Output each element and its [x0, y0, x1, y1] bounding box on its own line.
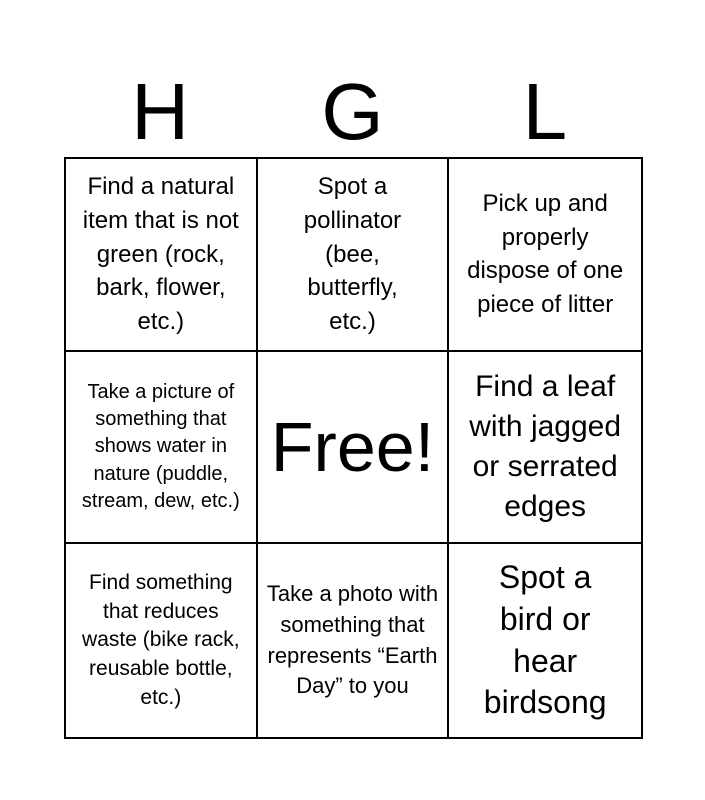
bingo-grid [64, 157, 643, 739]
bingo-cell-text: Find a natural item that is not green (rock, bark, flower, etc.) [82, 173, 239, 335]
bingo-cell-text: Spot a pollinator (bee, butterfly, etc.) [303, 173, 402, 335]
free-space-label: Free! [270, 407, 435, 486]
bingo-cell-r1c2[interactable] [258, 159, 450, 352]
bingo-cell-r3c3[interactable] [449, 544, 641, 737]
bingo-cell-r1c1[interactable] [66, 159, 258, 352]
bingo-cell-free[interactable] [258, 352, 450, 545]
bingo-cell-text: Find a leaf with jagged or serrated edges [469, 370, 622, 523]
bingo-cell-text: Spot a bird or hear birdsong [483, 559, 607, 721]
bingo-cell-r3c2[interactable] [258, 544, 450, 737]
bingo-header [64, 68, 641, 156]
bingo-cell-r3c1[interactable] [66, 544, 258, 737]
header-letter-h: H [131, 67, 190, 156]
bingo-cell-text: Pick up and properly dispose of one piece of litter [467, 190, 624, 318]
bingo-cell-r2c1[interactable] [66, 352, 258, 545]
bingo-cell-r2c3[interactable] [449, 352, 641, 545]
bingo-cell-text: Take a picture of something that shows water in nature (puddle, stream, dew, etc.) [81, 380, 240, 513]
bingo-cell-text: Find something that reduces waste (bike rack, reusable bottle, etc.) [82, 570, 240, 709]
header-letter-g: G [321, 67, 384, 156]
bingo-cell-text: Take a photo with something that represents “Earth Day” to you [266, 581, 439, 699]
header-letter-l: L [522, 67, 568, 156]
bingo-cell-r1c3[interactable] [449, 159, 641, 352]
